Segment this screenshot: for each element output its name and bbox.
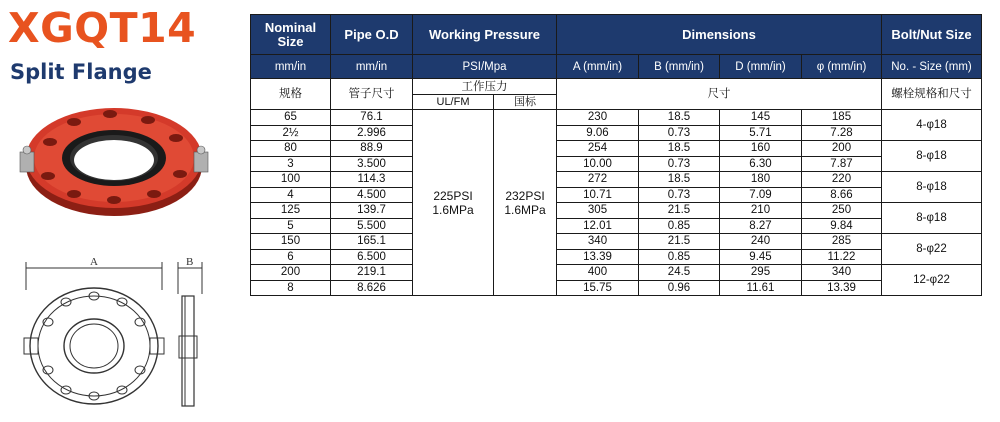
header-pipe-od: Pipe O.D (331, 15, 413, 55)
cn-nominal: 规格 (251, 79, 331, 110)
spec-rows (251, 110, 982, 296)
product-name: Split Flange (10, 60, 152, 84)
cell-d: 7.09 (720, 187, 802, 203)
table-row (251, 156, 982, 172)
cell-nominal: 2½ (251, 125, 331, 141)
spec-table (250, 14, 982, 296)
cell-phi: 220 (802, 172, 882, 188)
cell-bolt: 4-φ18 (882, 110, 982, 141)
cell-d: 8.27 (720, 218, 802, 234)
cell-phi: 340 (802, 265, 882, 281)
cell-a: 305 (557, 203, 639, 219)
header-working-pressure: Working Pressure (413, 15, 557, 55)
header-bolt-nut: Bolt/Nut Size (882, 15, 982, 55)
table-row (251, 187, 982, 203)
cell-pipe-od: 114.3 (331, 172, 413, 188)
unit-d: D (mm/in) (720, 55, 802, 79)
cell-phi: 250 (802, 203, 882, 219)
cell-phi: 13.39 (802, 280, 882, 296)
flange-technical-drawing (14, 250, 214, 418)
cell-d: 180 (720, 172, 802, 188)
cell-nominal: 8 (251, 280, 331, 296)
cell-phi: 8.66 (802, 187, 882, 203)
dimension-b-label: B (186, 256, 194, 268)
unit-bolt: No. - Size (mm) (882, 55, 982, 79)
cell-a: 13.39 (557, 249, 639, 265)
unit-phi: φ (mm/in) (802, 55, 882, 79)
cell-d: 160 (720, 141, 802, 157)
cell-nominal: 5 (251, 218, 331, 234)
cell-pipe-od: 88.9 (331, 141, 413, 157)
table-row (251, 203, 982, 219)
table-row (251, 125, 982, 141)
gb-psi: 232PSI (505, 188, 545, 203)
cell-nominal: 4 (251, 187, 331, 203)
table-row (251, 265, 982, 281)
table-row (251, 110, 982, 126)
unit-pressure: PSI/Mpa (413, 55, 557, 79)
header-nominal-size: Nominal Size (251, 15, 331, 55)
cell-b: 0.73 (639, 156, 720, 172)
cell-d: 11.61 (720, 280, 802, 296)
cell-phi: 7.28 (802, 125, 882, 141)
cell-nominal: 100 (251, 172, 331, 188)
cell-nominal: 6 (251, 249, 331, 265)
cell-nominal: 125 (251, 203, 331, 219)
cell-b: 21.5 (639, 203, 720, 219)
cn-dimensions: 尺寸 (557, 79, 882, 110)
table-row (251, 280, 982, 296)
cell-phi: 185 (802, 110, 882, 126)
cell-b: 18.5 (639, 110, 720, 126)
cell-d: 295 (720, 265, 802, 281)
ul-psi: 225PSI (433, 188, 473, 203)
cell-a: 15.75 (557, 280, 639, 296)
cell-d: 6.30 (720, 156, 802, 172)
cell-a: 230 (557, 110, 639, 126)
cell-pipe-od: 6.500 (331, 249, 413, 265)
cell-national-pressure (494, 110, 557, 296)
cell-pipe-od: 4.500 (331, 187, 413, 203)
cell-nominal: 65 (251, 110, 331, 126)
cell-a: 10.00 (557, 156, 639, 172)
cell-a: 10.71 (557, 187, 639, 203)
unit-b: B (mm/in) (639, 55, 720, 79)
cell-b: 21.5 (639, 234, 720, 250)
cell-d: 240 (720, 234, 802, 250)
cell-a: 9.06 (557, 125, 639, 141)
unit-pipe-od: mm/in (331, 55, 413, 79)
cell-nominal: 200 (251, 265, 331, 281)
cell-ul-fm-pressure (413, 110, 494, 296)
dimension-a-label: A (90, 256, 98, 268)
cell-bolt: 8-φ18 (882, 203, 982, 234)
split-flange-photo (14, 92, 214, 222)
cell-pipe-od: 2.996 (331, 125, 413, 141)
cell-pipe-od: 76.1 (331, 110, 413, 126)
cell-b: 0.73 (639, 187, 720, 203)
cell-nominal: 80 (251, 141, 331, 157)
cell-pipe-od: 8.626 (331, 280, 413, 296)
cell-a: 12.01 (557, 218, 639, 234)
cell-bolt: 8-φ22 (882, 234, 982, 265)
cell-phi: 200 (802, 141, 882, 157)
cell-a: 272 (557, 172, 639, 188)
cell-nominal: 3 (251, 156, 331, 172)
cell-b: 0.85 (639, 249, 720, 265)
cell-a: 340 (557, 234, 639, 250)
cell-a: 400 (557, 265, 639, 281)
unit-nominal: mm/in (251, 55, 331, 79)
cell-a: 254 (557, 141, 639, 157)
cell-d: 145 (720, 110, 802, 126)
cell-pipe-od: 219.1 (331, 265, 413, 281)
table-row (251, 249, 982, 265)
cell-nominal: 150 (251, 234, 331, 250)
cell-d: 210 (720, 203, 802, 219)
cell-b: 0.96 (639, 280, 720, 296)
cell-b: 18.5 (639, 172, 720, 188)
cell-d: 9.45 (720, 249, 802, 265)
cell-bolt: 12-φ22 (882, 265, 982, 296)
table-row (251, 234, 982, 250)
cell-b: 18.5 (639, 141, 720, 157)
table-row (251, 141, 982, 157)
cn-bolt: 螺栓规格和尺寸 (882, 79, 982, 110)
cn-national: 国标 (494, 95, 557, 110)
ul-mpa: 1.6MPa (432, 202, 474, 217)
header-dimensions: Dimensions (557, 15, 882, 55)
cell-bolt: 8-φ18 (882, 141, 982, 172)
cell-phi: 9.84 (802, 218, 882, 234)
cell-phi: 7.87 (802, 156, 882, 172)
cell-bolt: 8-φ18 (882, 172, 982, 203)
cell-pipe-od: 139.7 (331, 203, 413, 219)
cell-pipe-od: 5.500 (331, 218, 413, 234)
cn-ul-fm: UL/FM (413, 95, 494, 110)
product-code: XGQT14 (8, 4, 197, 52)
cell-pipe-od: 3.500 (331, 156, 413, 172)
cell-b: 24.5 (639, 265, 720, 281)
cn-pipe-od: 管子尺寸 (331, 79, 413, 110)
table-row (251, 172, 982, 188)
cell-phi: 285 (802, 234, 882, 250)
cell-b: 0.73 (639, 125, 720, 141)
gb-mpa: 1.6MPa (504, 202, 546, 217)
unit-a: A (mm/in) (557, 55, 639, 79)
table-row (251, 218, 982, 234)
cn-pressure: 工作压力 (413, 79, 557, 95)
cell-d: 5.71 (720, 125, 802, 141)
cell-pipe-od: 165.1 (331, 234, 413, 250)
cell-b: 0.85 (639, 218, 720, 234)
cell-phi: 11.22 (802, 249, 882, 265)
